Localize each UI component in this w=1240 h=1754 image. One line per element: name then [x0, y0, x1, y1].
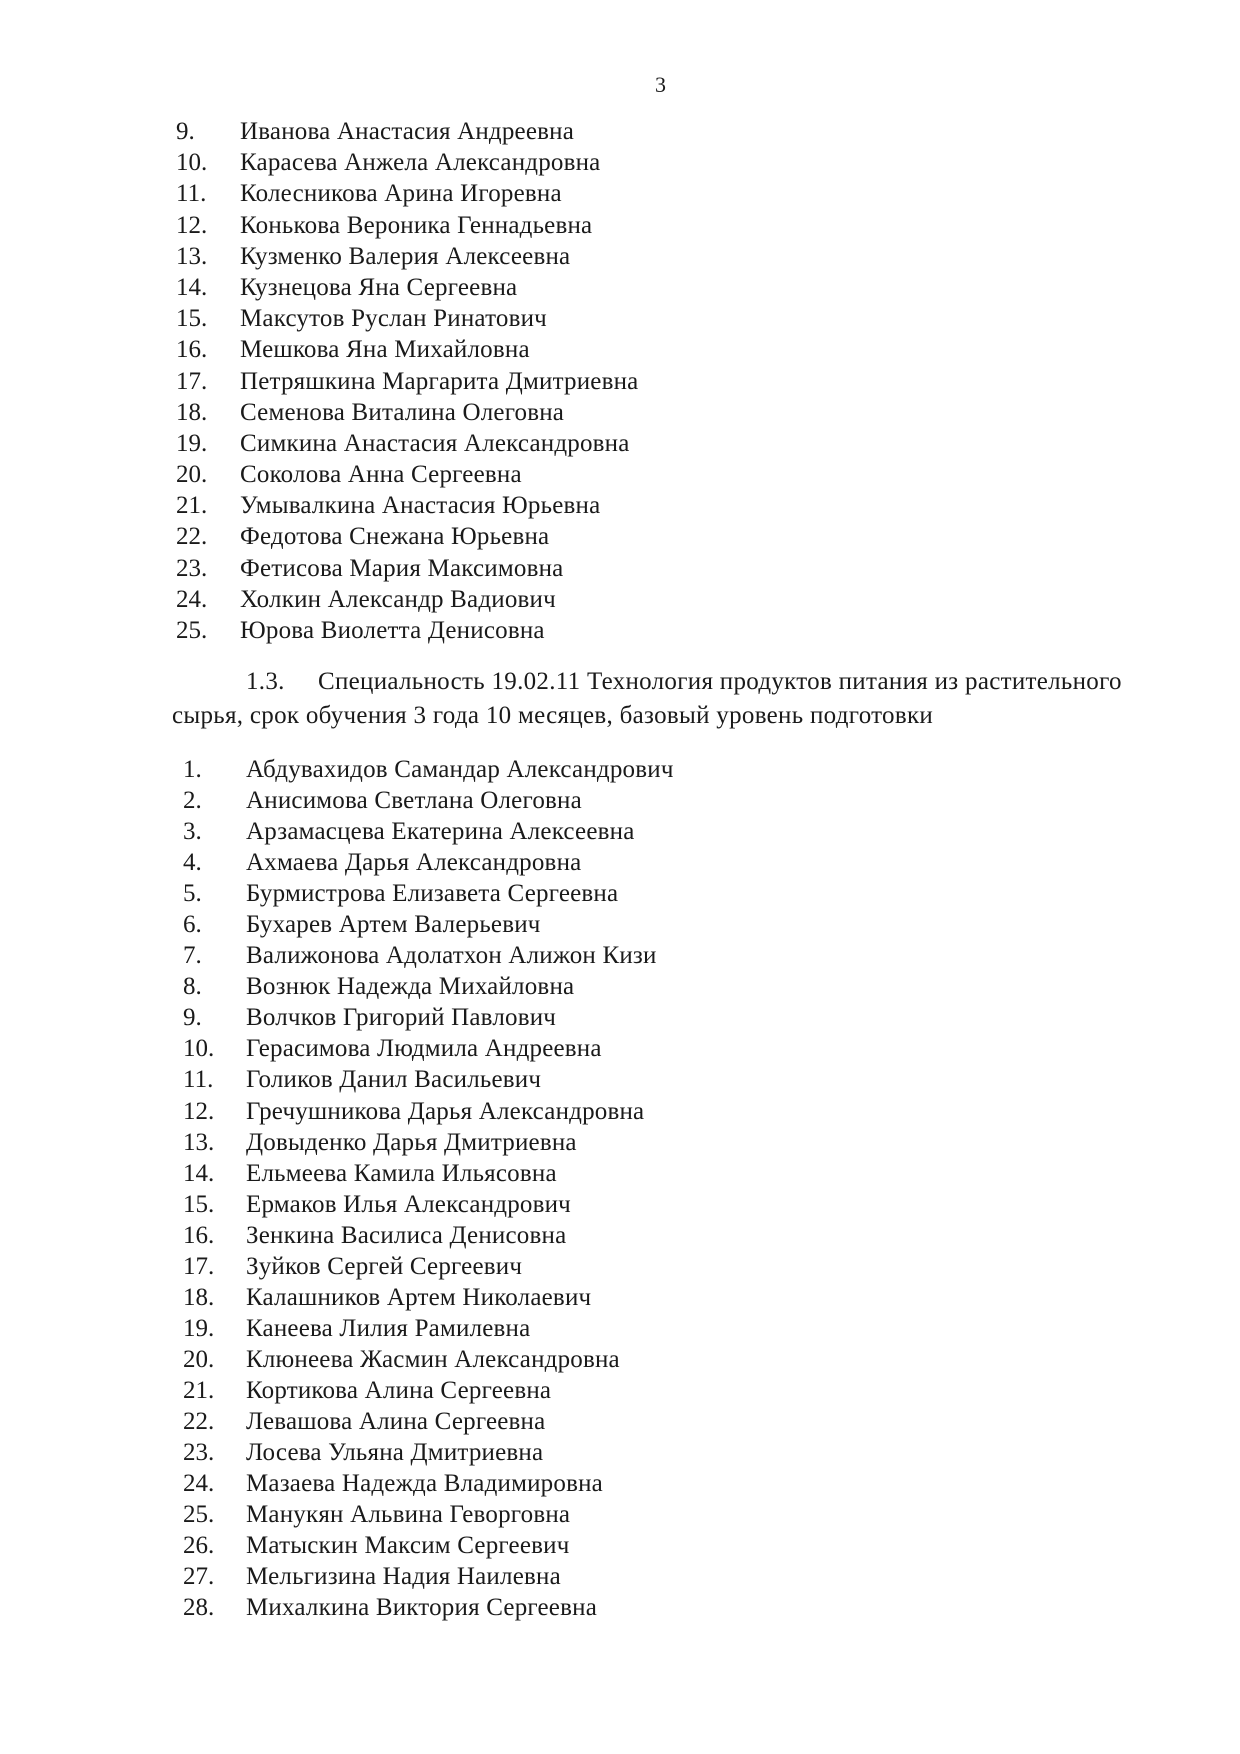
list-item-number: 13.	[183, 1128, 215, 1156]
list-item-name: Манукян Альвина Геворговна	[246, 1501, 571, 1529]
list-item-name: Холкин Александр Вадиович	[240, 585, 556, 613]
list-item-name: Юрова Виолетта Денисовна	[240, 617, 545, 644]
list-item-number: 26.	[183, 1532, 215, 1560]
list-item-number: 3.	[183, 818, 202, 846]
list-item-name: Кузнецова Яна Сергеевна	[240, 273, 518, 301]
list-item-name: Ахмаева Дарья Александровна	[246, 849, 582, 877]
list-item-number: 25.	[183, 1501, 215, 1529]
list-item-name: Лосева Ульяна Дмитриевна	[246, 1439, 544, 1467]
list-item-name: Михалкина Виктория Сергеевна	[246, 1594, 597, 1622]
list-item-name: Бухарев Артем Валерьевич	[246, 911, 541, 939]
list-item-name: Голиков Данил Васильевич	[246, 1066, 542, 1094]
list-item-number: 17.	[183, 1252, 215, 1280]
list-item-number: 21.	[176, 492, 208, 520]
list-item-number: 24.	[183, 1470, 215, 1498]
list-item-number: 14.	[176, 273, 208, 301]
list-item-name: Кортикова Алина Сергеевна	[246, 1376, 552, 1404]
list-item-number: 9.	[183, 1004, 202, 1032]
list-item-name: Зенкина Василиса Денисовна	[246, 1221, 567, 1249]
list-item-number: 23.	[183, 1439, 215, 1467]
list-item-number: 22.	[183, 1407, 215, 1435]
page-number: 3	[655, 72, 666, 97]
list-item-number: 7.	[183, 942, 202, 970]
list-item-number: 10.	[183, 1035, 215, 1063]
list-item-number: 2.	[183, 787, 202, 815]
list-item-name: Фетисова Мария Максимовна	[240, 554, 564, 582]
list-item-name: Гречушникова Дарья Александровна	[246, 1097, 645, 1125]
list-item-name: Колесникова Арина Игоревна	[240, 180, 562, 208]
list-item-name: Симкина Анастасия Александровна	[240, 429, 630, 457]
list-item-number: 12.	[183, 1097, 215, 1125]
list-item-number: 24.	[176, 585, 208, 613]
section-title-part-2: сырья, срок обучения 3 года 10 месяцев, базовый уровень подготовки	[172, 702, 934, 729]
list-item-name: Вознюк Надежда Михайловна	[246, 973, 575, 1001]
list-item-number: 18.	[176, 398, 208, 426]
list-item-number: 15.	[176, 305, 208, 333]
list-item-name: Волчков Григорий Павлович	[246, 1004, 557, 1032]
list-item-name: Калашников Артем Николаевич	[246, 1283, 592, 1311]
list-item-name: Соколова Анна Сергеевна	[240, 461, 522, 489]
list-item-name: Канеева Лилия Рамилевна	[246, 1314, 531, 1342]
list-item-number: 1.	[183, 756, 202, 783]
list-item-name: Умывалкина Анастасия Юрьевна	[240, 492, 601, 520]
list-item-name: Довыденко Дарья Дмитриевна	[246, 1128, 577, 1156]
list-item-number: 20.	[176, 461, 208, 489]
list-item-name: Кузменко Валерия Алексеевна	[240, 242, 571, 270]
list-item-number: 18.	[183, 1283, 215, 1311]
list-item-number: 23.	[176, 554, 208, 582]
list-item-number: 28.	[183, 1594, 215, 1622]
list-item-name: Семенова Виталина Олеговна	[240, 398, 565, 426]
list-item-number: 27.	[183, 1563, 215, 1591]
list-item-number: 16.	[176, 336, 208, 364]
section-heading	[172, 665, 1182, 733]
section-number: 1.3.	[246, 668, 285, 695]
list-item-number: 13.	[176, 242, 208, 270]
list-item-name: Арзамасцева Екатерина Алексеевна	[246, 818, 635, 846]
list-item-name: Абдувахидов Самандар Александрович	[246, 756, 674, 783]
list-item-number: 14.	[183, 1159, 215, 1187]
list-item-number: 17.	[176, 367, 208, 395]
list-item-number: 20.	[183, 1345, 215, 1373]
list-item-number: 4.	[183, 849, 202, 877]
section-title-part-1: Специальность 19.02.11 Технология продуктов питания из растительного	[318, 668, 1122, 695]
list-item-number: 8.	[183, 973, 202, 1001]
list-item-name: Иванова Анастасия Андреевна	[240, 118, 575, 145]
list-item-number: 22.	[176, 523, 208, 551]
list-item-number: 5.	[183, 880, 202, 908]
list-item-name: Федотова Снежана Юрьевна	[240, 523, 550, 551]
list-item-number: 12.	[176, 211, 208, 239]
list-item-name: Анисимова Светлана Олеговна	[246, 787, 582, 815]
list-item-name: Конькова Вероника Геннадьевна	[240, 211, 593, 239]
list-item-number: 11.	[176, 180, 207, 208]
list-item-number: 21.	[183, 1376, 215, 1404]
list-item-number: 16.	[183, 1221, 215, 1249]
list-item-number: 15.	[183, 1190, 215, 1218]
list-item-name: Карасева Анжела Александровна	[240, 149, 601, 177]
list-item-number: 9.	[176, 118, 195, 145]
list-item-number: 11.	[183, 1066, 214, 1094]
list-item-name: Герасимова Людмила Андреевна	[246, 1035, 602, 1063]
list-item-number: 19.	[183, 1314, 215, 1342]
list-item-name: Левашова Алина Сергеевна	[246, 1407, 546, 1435]
list-item-number: 25.	[176, 617, 208, 644]
list-item-number: 6.	[183, 911, 202, 939]
list-item-name: Мешкова Яна Михайловна	[240, 336, 530, 364]
list-item-name: Мельгизина Надия Наилевна	[246, 1563, 561, 1591]
list-item-name: Зуйков Сергей Сергеевич	[246, 1252, 523, 1280]
list-item-name: Ермаков Илья Александрович	[246, 1190, 571, 1218]
list-item-name: Валижонова Адолатхон Алижон Кизи	[246, 942, 657, 970]
list-item-name: Бурмистрова Елизавета Сергеевна	[246, 880, 619, 908]
list-item-number: 19.	[176, 429, 208, 457]
list-item-name: Мазаева Надежда Владимировна	[246, 1470, 603, 1498]
list-item-name: Петряшкина Маргарита Дмитриевна	[240, 367, 639, 395]
list-item-name: Ельмеева Камила Ильясовна	[246, 1159, 557, 1187]
list-item-name: Максутов Руслан Ринатович	[240, 305, 547, 333]
list-item-number: 10.	[176, 149, 208, 177]
section-heading-line-1	[172, 665, 1182, 699]
list-item-name: Матыскин Максим Сергеевич	[246, 1532, 570, 1560]
list-item-name: Клюнеева Жасмин Александровна	[246, 1345, 620, 1373]
